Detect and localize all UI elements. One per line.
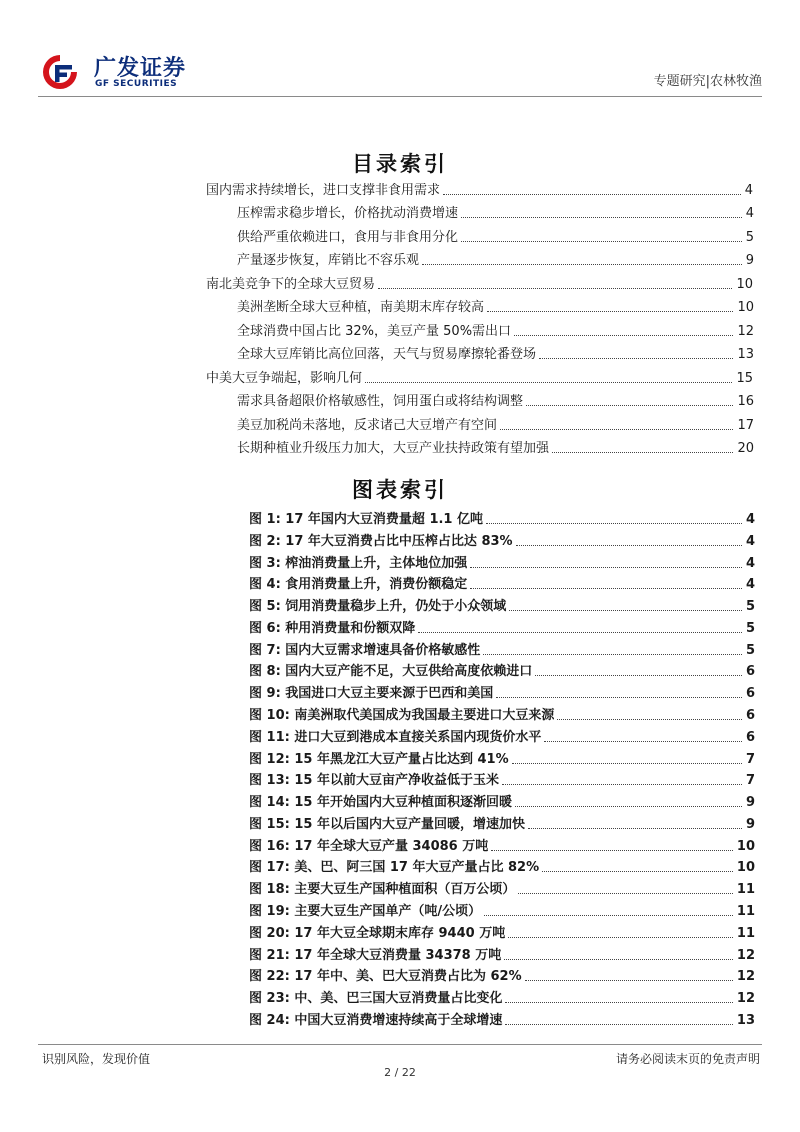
figure-entry-text: 图 9: 我国进口大豆主要来源于巴西和美国 [249,686,494,702]
toc-entry-text: 美洲垄断全球大豆种植，南美期末库存较高 [237,300,485,316]
dot-leader [470,567,742,568]
figure-entry-page: 6 [745,729,755,745]
figure-entry-text: 图 23: 中、美、巴三国大豆消费量占比变化 [249,991,503,1007]
figure-entry-text: 图 8: 国内大豆产能不足，大豆供给高度依赖进口 [249,664,533,680]
toc-entry-10[interactable] [237,388,754,410]
footer-disclaimer: 请务必阅读末页的免责声明 [615,1052,760,1066]
toc-entry-text: 国内需求持续增长，进口支撑非食用需求 [206,183,441,198]
figure-entry-9[interactable] [249,680,755,702]
toc-entry-7[interactable] [237,318,754,340]
dot-leader [504,959,733,960]
figure-entry-page: 5 [745,599,755,615]
dot-leader [418,632,742,633]
dot-leader [528,828,742,829]
dot-leader [505,1002,733,1003]
figure-entry-4[interactable] [249,571,755,593]
figure-entry-11[interactable] [249,724,755,746]
figure-entry-page: 12 [736,947,755,963]
figure-entry-19[interactable] [249,898,755,920]
figure-entry-2[interactable] [249,528,755,550]
toc-entry-page: 13 [737,347,754,363]
figure-entry-text: 图 3: 榨油消费量上升，主体地位加强 [249,555,468,571]
dot-leader [496,697,742,698]
figure-entry-page: 11 [736,904,755,920]
toc-entry-page: 17 [737,417,754,433]
figure-entry-page: 9 [745,795,755,811]
figure-entry-text: 图 11: 进口大豆到港成本直接关系国内现货价水平 [249,729,542,745]
dot-leader [443,194,741,195]
toc-entry-text: 南北美竞争下的全球大豆贸易 [206,276,376,292]
dot-leader [508,937,733,938]
figure-entry-page: 6 [745,664,755,680]
toc-entry-text: 产量逐步恢复，库销比不容乐观 [237,253,420,269]
figure-entry-text: 图 20: 17 年大豆全球期末库存 9440 万吨 [249,925,506,941]
toc-entry-page: 9 [745,253,754,269]
toc-entry-page: 4 [744,183,753,198]
figure-entry-24[interactable] [249,1007,755,1029]
figure-entry-page: 13 [736,1012,755,1028]
figure-entry-page: 12 [736,991,755,1007]
figure-entry-text: 图 14: 15 年开始国内大豆种植面积逐渐回暖 [249,795,512,811]
toc-entry-5[interactable] [206,271,753,293]
figure-entry-8[interactable] [249,658,755,680]
toc-entry-page: 16 [737,394,754,410]
figure-entry-page: 4 [745,555,755,571]
toc-entry-page: 5 [745,229,754,245]
dot-leader [378,288,732,289]
dot-leader [502,784,742,785]
figure-entry-17[interactable] [249,854,755,876]
toc-entry-4[interactable] [237,247,754,269]
dot-leader [526,405,733,406]
figure-entry-page: 5 [745,642,755,658]
figure-entry-23[interactable] [249,985,755,1007]
dot-leader [470,588,742,589]
logo-en-text: GF SECURITIES [95,79,178,89]
figure-entry-18[interactable] [249,876,755,898]
dot-leader [505,1024,733,1025]
dot-leader [552,452,733,453]
figure-entry-text: 图 21: 17 年全球大豆消费量 34378 万吨 [249,947,502,963]
figure-entry-13[interactable] [249,767,755,789]
toc-entry-text: 全球大豆库销比高位回落，天气与贸易摩擦轮番登场 [237,347,537,363]
dot-leader [542,871,733,872]
toc-entry-2[interactable] [237,200,754,222]
figure-entry-3[interactable] [249,550,755,572]
dot-leader [512,763,742,764]
dot-leader [515,806,742,807]
figure-entry-page: 11 [736,925,755,941]
figure-entry-22[interactable] [249,963,755,985]
report-header [38,48,762,94]
figure-entry-text: 图 19: 主要大豆生产国单产（吨/公顷） [249,904,482,920]
dot-leader [525,980,733,981]
figure-entry-7[interactable] [249,637,755,659]
figure-entry-14[interactable] [249,789,755,811]
figure-entry-text: 图 17: 美、巴、阿三国 17 年大豆产量占比 82% [249,860,540,876]
figure-entry-5[interactable] [249,593,755,615]
dot-leader [518,893,733,894]
figure-entry-text: 图 16: 17 年全球大豆产量 34086 万吨 [249,838,489,854]
dot-leader [535,675,742,676]
logo-cn-text: 广发证券 [94,56,187,81]
figure-entry-text: 图 4: 食用消费量上升，消费份额稳定 [249,577,468,593]
dot-leader [487,311,733,312]
dot-leader [557,719,742,720]
figure-entry-text: 图 5: 饲用消费量稳步上升，仍处于小众领域 [249,599,507,615]
figure-entry-text: 图 7: 国内大豆需求增速具备价格敏感性 [249,642,481,658]
toc-entry-page: 10 [737,300,754,316]
figure-entry-page: 4 [745,533,755,549]
dot-leader [539,358,733,359]
figure-entry-page: 10 [736,860,755,876]
figure-entry-page: 4 [745,512,755,527]
header-divider [38,96,762,97]
figure-entry-text: 图 12: 15 年黑龙江大豆产量占比达到 41% [249,751,509,767]
toc-entry-12[interactable] [237,435,754,457]
figure-entry-page: 12 [736,969,755,985]
figure-entry-text: 图 1: 17 年国内大豆消费量超 1.1 亿吨 [249,512,483,527]
toc-entry-8[interactable] [237,341,754,363]
figure-entry-page: 7 [745,773,755,789]
toc-entry-page: 20 [737,440,754,456]
footer-slogan: 识别风险，发现价值 [42,1052,151,1066]
toc-entry-text: 全球消费中国占比 32%，美豆产量 50%需出口 [237,323,512,339]
toc-entry-text: 需求具备超限价格敏感性，饲用蛋白或将结构调整 [237,394,524,410]
figure-entry-text: 图 6: 种用消费量和份额双降 [249,620,416,636]
dot-leader [484,915,733,916]
toc-entry-11[interactable] [237,412,754,434]
figure-entry-21[interactable] [249,942,755,964]
figure-entry-text: 图 10: 南美洲取代美国成为我国最主要进口大豆来源 [249,708,555,724]
dot-leader [544,741,742,742]
dot-leader [486,523,742,524]
figure-entry-6[interactable] [249,615,755,637]
figure-entry-12[interactable] [249,746,755,768]
toc-entry-3[interactable] [237,224,754,246]
figure-entry-10[interactable] [249,702,755,724]
gf-logo-icon [40,52,80,92]
toc-entry-text: 长期种植业升级压力加大，大豆产业扶持政策有望加强 [237,440,550,456]
figure-entry-text: 图 18: 主要大豆生产国种植面积（百万公顷） [249,882,516,898]
toc-entry-text: 供给严重依赖进口，食用与非食用分化 [237,229,459,245]
dot-leader [509,610,742,611]
page-number: 2 / 22 [384,1066,416,1079]
toc-entry-page: 10 [736,276,753,292]
toc-entry-text: 中美大豆争端起，影响几何 [206,370,363,386]
dot-leader [516,545,742,546]
dot-leader [422,264,742,265]
figure-entry-text: 图 15: 15 年以后国内大豆产量回暖，增速加快 [249,816,525,832]
figure-index-title: 图表索引 [352,478,448,502]
footer-divider [38,1044,762,1045]
figure-entry-page: 6 [745,708,755,724]
figure-entry-page: 4 [745,577,755,593]
figure-entry-page: 9 [745,816,755,832]
figure-entry-1[interactable] [249,506,755,528]
figure-entry-text: 图 22: 17 年中、美、巴大豆消费占比为 62% [249,969,522,985]
toc-entry-text: 美豆加税尚未落地，反求诸己大豆增产有空间 [237,417,498,433]
figure-entry-16[interactable] [249,833,755,855]
dot-leader [483,654,742,655]
dot-leader [461,241,742,242]
figure-entry-page: 10 [736,838,755,854]
toc-entry-page: 12 [737,323,754,339]
figure-entry-15[interactable] [249,811,755,833]
toc-entry-page: 4 [745,206,754,222]
toc-entry-6[interactable] [237,294,754,316]
figure-entry-page: 6 [745,686,755,702]
toc-entry-text: 压榨需求稳步增长，价格扰动消费增速 [237,206,459,222]
figure-entry-text: 图 2: 17 年大豆消费占比中压榨占比达 83% [249,533,513,549]
figure-entry-page: 5 [745,620,755,636]
figure-entry-20[interactable] [249,920,755,942]
figure-entry-page: 7 [745,751,755,767]
dot-leader [365,382,732,383]
figure-entry-page: 11 [736,882,755,898]
toc-entry-page: 15 [736,370,753,386]
dot-leader [500,429,733,430]
figure-entry-text: 图 13: 15 年以前大豆亩产净收益低于玉米 [249,773,499,789]
toc-entry-1[interactable] [206,177,753,199]
toc-title: 目录索引 [352,152,448,176]
dot-leader [514,335,733,336]
dot-leader [461,217,742,218]
report-category: 专题研究|农林牧渔 [653,74,762,89]
toc-entry-9[interactable] [206,365,753,387]
dot-leader [491,850,733,851]
figure-entry-text: 图 24: 中国大豆消费增速持续高于全球增速 [249,1012,503,1028]
